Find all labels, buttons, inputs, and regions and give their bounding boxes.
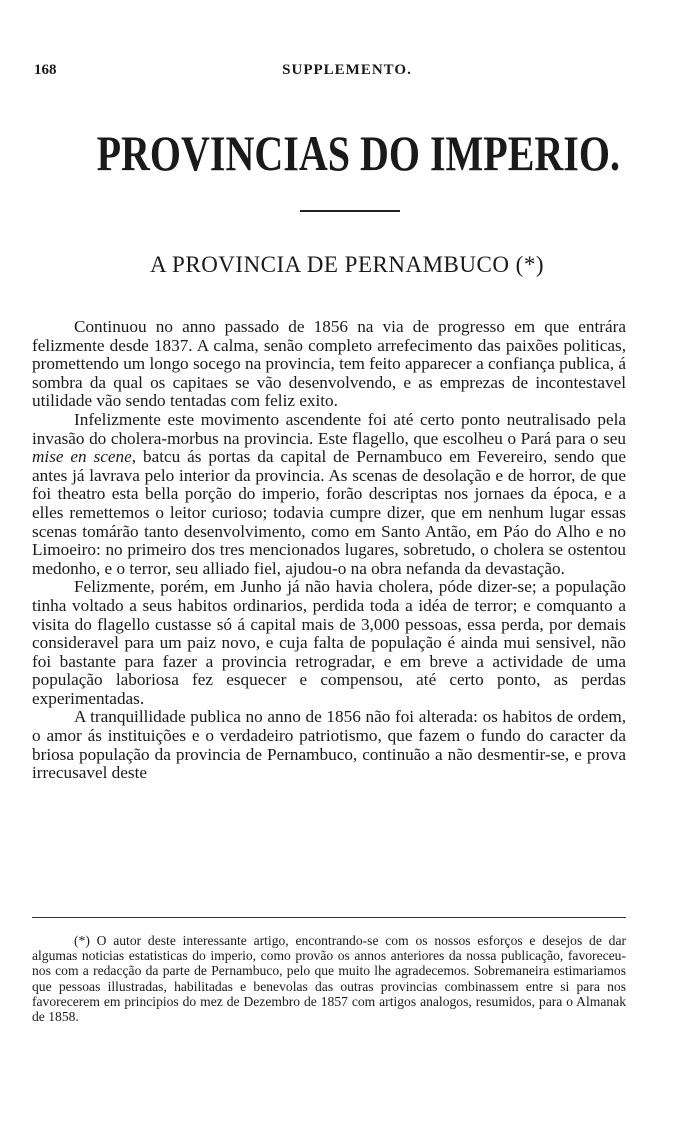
section-subtitle: A PROVINCIA DE PERNAMBUCO (*) <box>149 252 545 277</box>
paragraph-2-emphasis: mise en scene <box>32 447 132 467</box>
article-body <box>32 318 626 783</box>
title-divider <box>300 210 400 212</box>
paragraph-3-text: Felizmente, porém, em Junho já não havia cholera, póde dizer-se; a população tinha voltado a seus habitos ordinarios, perdida toda a idéa de terror; e comquanto a visita do flagello custasse só á capital mais de 3,000 pessoas, essa perda, por demais consideravel para um paiz novo, e cuja falta de população é ainda mui sensivel, não foi bastante para fazer a provincia retrogradar, e em breve a actividade de uma população laboriosa fez esquecer e compensou, até certo ponto, as perdas experimentadas. <box>32 577 626 708</box>
page-number: 168 <box>34 62 57 78</box>
page-title: PROVINCIAS DO IMPERIO. <box>96 125 620 181</box>
paragraph-1 <box>32 318 626 411</box>
paragraph-2 <box>32 411 626 578</box>
paragraph-3 <box>32 578 626 708</box>
paragraph-4 <box>32 708 626 782</box>
page-header <box>34 62 660 86</box>
paragraph-2-text-b: , batcu ás portas da capital de Pernambuco em Fevereiro, sendo que antes já lavrava pelo interior da provincia. As scenas de desolação e de horror, de que foi theatro esta bella porção do imperio, forão descriptas nos jornaes da época, e a elles remettemos o leitor curioso; todavia cumpre dizer, que em nenhum lugar essas scenas tomárão tanto desenvolvimento, como em Santo Antão, em Páo do Alho e no Limoeiro: no primeiro dos tres mencionados lugares, sobretudo, o cholera se ostentou medonho, e o terror, seu alliado fiel, ajudou-o na obra nefanda da devastação. <box>32 447 626 578</box>
footnote-divider <box>32 917 626 918</box>
footnote <box>32 933 626 1024</box>
footnote-text: (*) O autor deste interessante artigo, encontrando-se com os nossos esforços e desejos de dar algumas noticias estatisticas do imperio, como provão os annos anteriores da nossa publicação, favoreceu-nos com a redacção da parte de Pernambuco, pelo que muito lhe agradecemos. Sobremaneira estimariamos que pessoas illustradas, habilitadas e benevolas das outras provincias combinassem entre si para nos favorecerem em principios do mez de Dezembro de 1857 com artigos analogos, resumidos, para o Almanak de 1858. <box>32 933 626 1025</box>
paragraph-4-text: A tranquillidade publica no anno de 1856 não foi alterada: os habitos de ordem, o amor ás instituições e o verdadeiro patriotismo, que fazem o fundo do caracter da briosa população da provincia de Pernambuco, continuão a não desmentir-se, e prova irrecusavel deste <box>32 707 626 783</box>
paragraph-2-text-a: Infelizmente este movimento ascendente foi até certo ponto neutralisado pela invasão do cholera-morbus na provincia. Este flagello, que escolheu o Pará para o seu <box>32 409 626 448</box>
paragraph-1-text: Continuou no anno passado de 1856 na via de progresso em que entrára felizmente desde 1837. A calma, senão completo arrefecimento das paixões politicas, promettendo um longo socego na provincia, tem feito apparecer a confiança publica, á sombra da qual os capitaes se vão desenvolvendo, e as emprezas de incontestavel utilidade vão sendo tentadas com feliz exito. <box>32 317 626 411</box>
running-head: SUPPLEMENTO. <box>282 62 412 78</box>
